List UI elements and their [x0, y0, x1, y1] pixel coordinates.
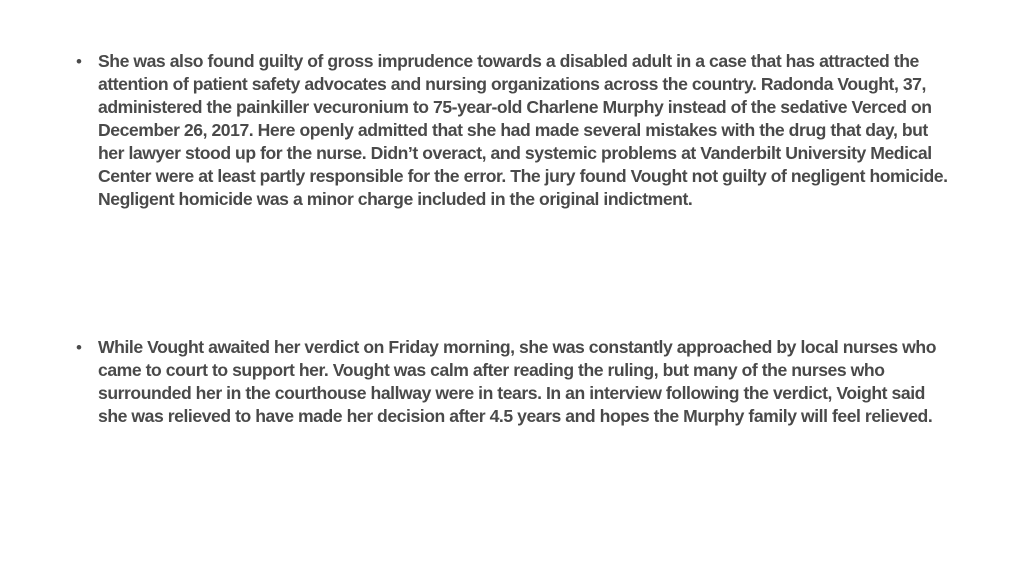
bullet-paragraph: While Vought awaited her verdict on Friday morning, she was constantly approached by local nurses who came to court to support her. Vought was calm after reading the ruling, but many of the nurses who surrounded her in the courthouse hallway were in tears. In an interview following the verdict, Voight said she was relieved to have made her decision after 4.5 years and hopes the Murphy family will feel relieved.	[98, 337, 936, 426]
bullet-icon: •	[76, 52, 82, 71]
bullet-icon: •	[76, 338, 82, 357]
bullet-paragraph: She was also found guilty of gross imprudence towards a disabled adult in a case that has attracted the attention of patient safety advocates and nursing organizations across the country. Radonda Vought, 37, administered the painkiller vecuronium to 75-year-old Charlene Murphy instead of the sedative Verced on December 26, 2017. Here openly admitted that she had made several mistakes with the drug that day, but her lawyer stood up for the nurse. Didn’t overact, and systemic problems at Vanderbilt University Medical Center were at least partly responsible for the error. The jury found Vought not guilty of negligent homicide. Negligent homicide was a minor charge included in the original indictment.	[98, 51, 948, 209]
bullet-item	[76, 336, 956, 428]
bullet-item	[76, 50, 956, 211]
